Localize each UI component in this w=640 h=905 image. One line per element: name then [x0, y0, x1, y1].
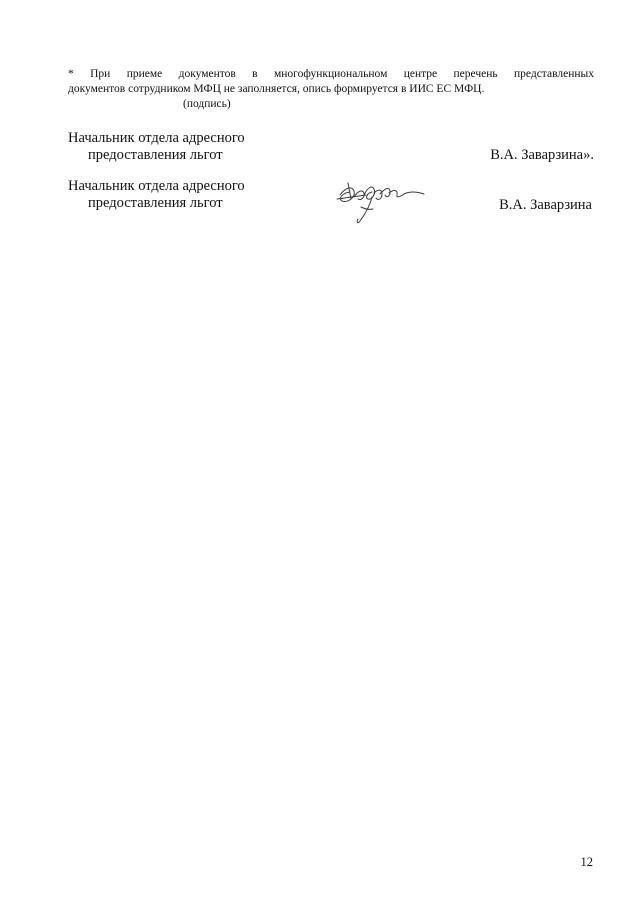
handwritten-signature [334, 177, 428, 227]
signature-block-1 [68, 130, 594, 164]
position-title-line-1: Начальник отдела адресного [68, 178, 245, 194]
position-title-line-2: предоставления льгот [88, 147, 223, 163]
signature-block-2 [68, 178, 594, 212]
signature-caption: (подпись) [183, 98, 231, 110]
page-number: 12 [580, 855, 593, 869]
footnote [68, 67, 594, 97]
footnote-line-2: документов сотрудником МФЦ не заполняется, опись формируется в ИИС ЕС МФЦ. [68, 83, 485, 95]
position-title-line-2: предоставления льгот [88, 195, 223, 211]
footnote-line-1: * При приеме документов в многофункциональном центре перечень представленных [68, 68, 594, 80]
signer-name: В.А. Заварзина [499, 197, 592, 213]
position-title-line-1: Начальник отдела адресного [68, 130, 245, 146]
signer-name: В.А. Заварзина». [490, 147, 594, 163]
